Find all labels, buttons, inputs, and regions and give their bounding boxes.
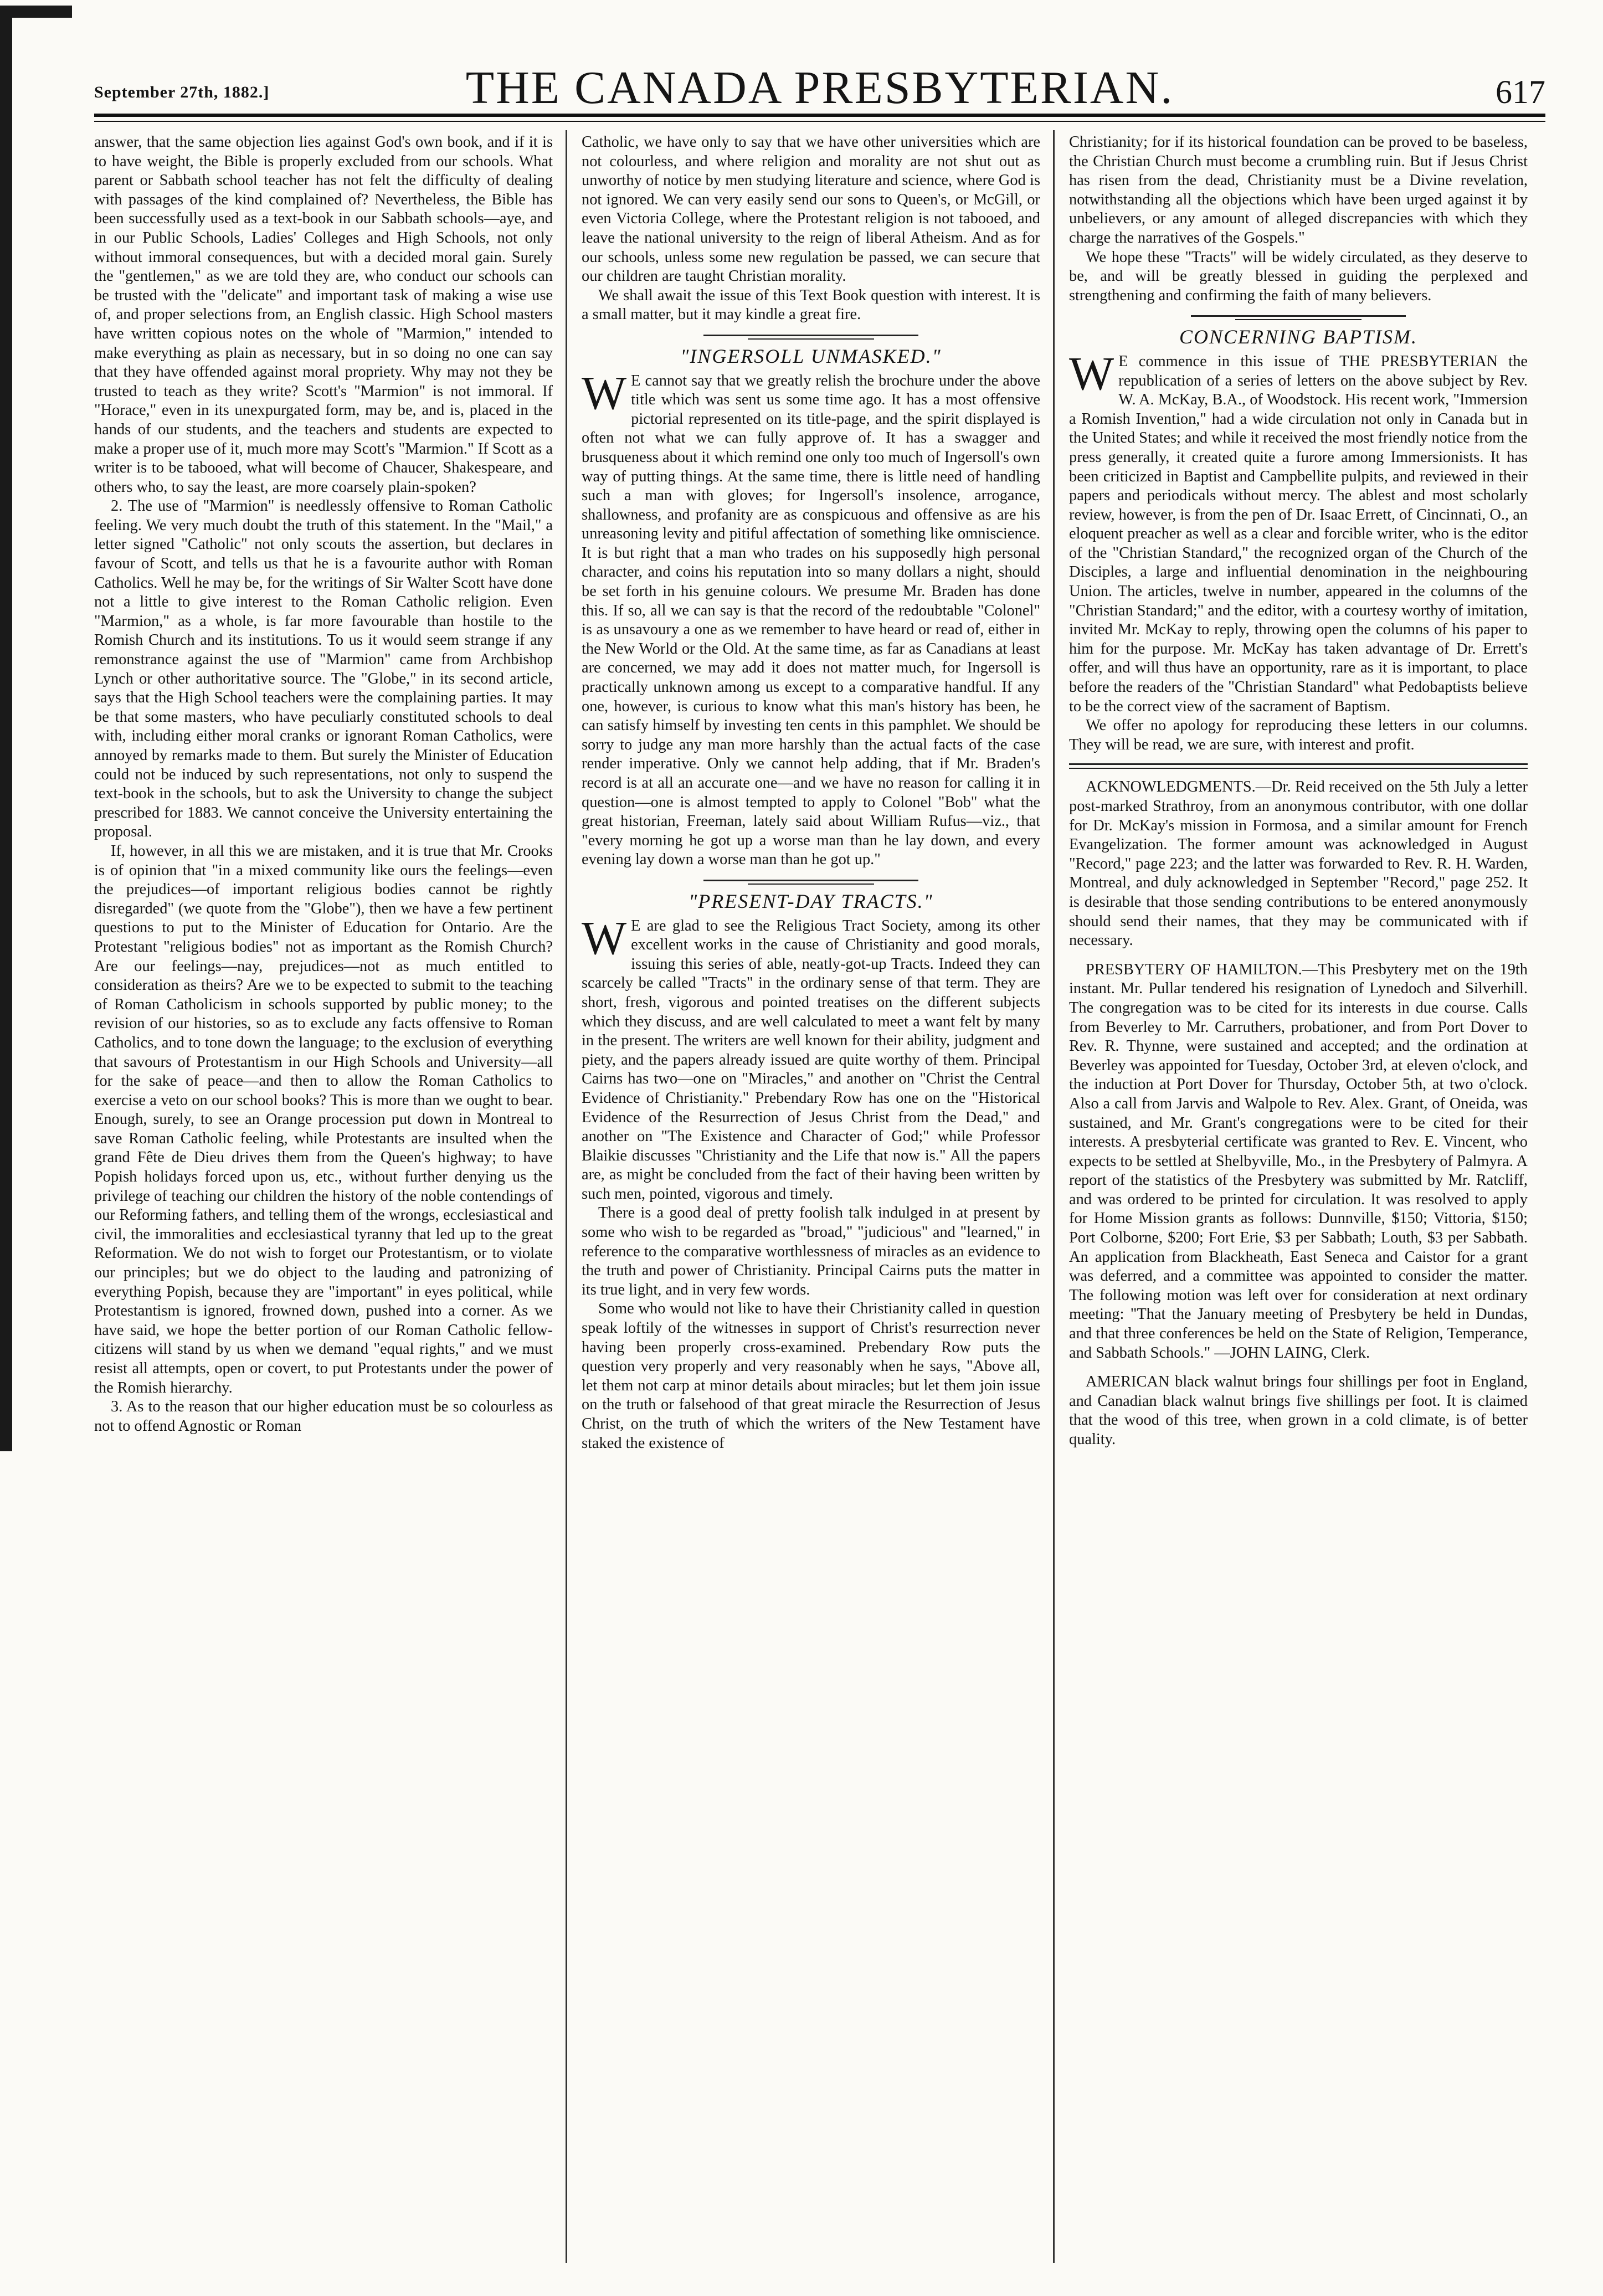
paragraph: 2. The use of "Marmion" is needlessly offensive to Roman Catholic feeling. We very much doubt the truth of this statement. In the "Mail," a letter signed "Catholic" not only scouts the assertion, but declares in favour of Scott, and tells us that he is a favourite author with Roman Catholics. Well he may be, for the writings of Sir Walter Scott have done not a little to give interest to the Roman Catholic religion. Even "Marmion," as a whole, is far more favourable than hostile to the Romish Church and its institutions. To us it would seem strange if any remonstrance against the use of "Marmion" came from Archbishop Lynch or other authoritative source. The "Globe," in its second article, says that the High School teachers were the complaining parties. It may be that some masters, who have peculiarly constituted schools to deal with, including either moral cranks or ignorant Roman Catholics, were annoyed by remarks made to them. But surely the Minister of Education could not be induced by such representations, not only to suspend the text-book in the schools, but to ask the University to change the subject prescribed for 1883. We cannot conceive the University entertaining the proposal. bbox=[94, 497, 553, 841]
paragraph: Christianity; for if its historical foundation can be proved to be baseless, the Christian Church must become a crumbling ruin. But if Jesus Christ has risen from the dead, Christianity must be a Divine revelation, notwithstanding all the objections which have been urged against it by unbelievers, or any amount of alleged discrepancies with which they charge the narratives of the Gospels." bbox=[1069, 133, 1528, 246]
notice-acknowledgments: ACKNOWLEDGMENTS.—Dr. Reid received on the 5th July a letter post-marked Strathroy, from an anonymous contributor, with one dollar for Dr. McKay's mission in Formosa, and a similar amount for French Evangelization. The former amount was acknowledged in August "Record," page 223; and the latter was forwarded to Rev. R. H. Warden, Montreal, and duly acknowledged in September "Record," page 252. It is desirable that those sending contributions to be entered anonymously should send their names, that they may be communicated with if necessary. bbox=[1069, 778, 1528, 949]
section-separator bbox=[582, 877, 1040, 886]
paragraph: If, however, in all this we are mistaken, and it is true that Mr. Crooks is of opinion that "in a mixed community like ours the feelings—even the prejudices—of important religious bodies cannot be rightly disregarded" (we quote from the "Globe"), then we have a few pertinent questions to put to the Minister of Education for Ontario. Are the Protestant "religious bodies" not as important as the Romish Church? Are our feelings—nay, prejudices—not as much entitled to consideration as theirs? Are we to be expected to submit to the teaching of Roman Catholicism in schools supported by public money; to the revision of our histories, so as to exclude any facts offensive to Roman Catholics, and to tone down the language; to the exclusion of everything that savours of Protestantism in our High Schools and University—all for the sake of peace—and then to allow the Roman Catholics to exercise a veto on our school books? This is more than we ought to bear. Enough, surely, to see an Orange procession put down in Montreal to save Roman Catholic feeling, while Protestants are insulted when the grand Fête de Dieu drives them from the Queen's highway; to have Popish holidays forced upon us, etc., without further denying us the privilege of teaching our children the history of the noble contendings of our Reforming fathers, and telling them of the wrongs, ecclesiastical and civil, the immoralities and ecclesiastical tyranny that led up to the great Reformation. We do not wish to forget our Protestantism, or to violate our principles; but we do object to the lauding and patronizing of everything Popish, because they are "important" in eyes political, while Protestantism is ignored, frowned down, pushed into a corner. As we have said, we hope the better portion of our Roman Catholic fellow-citizens will stand by us when we demand "equal rights," and we must resist all attempts, open or covert, to put Protestants under the power of the Romish hierarchy. bbox=[94, 842, 553, 1396]
section-separator bbox=[1069, 313, 1528, 322]
paragraph: answer, that the same objection lies against God's own book, and if it is to have weight, the Bible is properly excluded from our schools. What parent or Sabbath school teacher has not felt the difficulty of dealing with passages of the kind complained of? Nevertheless, the Bible has been successfully used as a text-book in our Sabbath schools—aye, and in our Public Schools, Ladies' Colleges and High Schools, not only without immoral consequences, but with a decided moral gain. Surely the "gentlemen," as we are told they are, who conduct our schools can be trusted with the "delicate" and important task of making a wise use of, and proper selections from, an English classic. High School masters have written copious notes on the whole of "Marmion," intended to make everything as plain as necessary, but in so doing no one can say that they have offended against moral propriety. Why may not they be trusted to teach as they write? Scott's "Marmion" is not immoral. If "Horace," even in its unexpurgated form, may be, and is, placed in the hands of our students, and the teachers and students are expected to make a proper use of it, much more may Scott's "Marmion." If Scott as a writer is to be tabooed, what will become of Chaucer, Shakespeare, and others who, to say the least, are more coarsely plain-spoken? bbox=[94, 133, 553, 496]
drop-cap: W bbox=[582, 911, 627, 964]
paragraph: 3. As to the reason that our higher education must be so colourless as not to offend Agnostic or Roman bbox=[94, 1398, 553, 1435]
article-paragraph: W E are glad to see the Religious Tract Society, among its other excellent works in the cause of Christianity and good morals, issuing this series of able, neatly-got-up Tracts. Indeed they can scarcely be called "Tracts" in the ordinary sense of that term. They are short, fresh, vigorous and pointed treatises on the different subjects which they discuss, and are well calculated to meet a want felt by many in the present. The writers are well known for their ability, judgment and piety, and the papers already issued are quite worthy of them. Principal Cairns has two—one on "Miracles," and another on "Christ the Central Evidence of Christianity." Prebendary Row has one on the "Historical Evidence of the Resurrection of Jesus Christ from the Dead," and another on "The Existence and Character of God;" while Professor Blaikie discusses "Christianity and the Life that now is." All the papers are, as might be concluded from the fact of their having been written by such men, pointed, vigorous and timely. bbox=[582, 911, 1040, 1203]
column-3 bbox=[1069, 133, 1528, 1450]
paragraph: We hope these "Tracts" will be widely circulated, as they deserve to be, and will be greatly blessed in guiding the perplexed and strengthening and confirming the faith of many believers. bbox=[1069, 248, 1528, 304]
paragraph: Some who would not like to have their Christianity called in question speak loftily of the witnesses in support of Christ's resurrection never having been properly cross-examined. Prebendary Row puts the question very properly and very reasonably when he says, "Above all, let them not carp at minor details about miracles; but let them join issue on the truth or falsehood of that great miracle the Resurrection of Jesus Christ, on the truth of which the writers of the New Testament have staked the existence of bbox=[582, 1300, 1040, 1452]
notice-presbytery: PRESBYTERY OF HAMILTON.—This Presbytery met on the 19th instant. Mr. Pullar tendered his resignation of Lynedoch and Silverhill. The congregation was to be cited for its interests in due course. Calls from Beverley to Mr. Carruthers, probationer, and from Port Dover to Rev. R. Thynne, were sustained and accepted; and the ordination at Beverley was appointed for Tuesday, October 3rd, at eleven o'clock, and the induction at Port Dover for Thursday, October 5th, at two o'clock. Also a call from Jarvis and Walpole to Rev. Alex. Grant, of Oneida, was sustained, and Mr. Grant's congregations were to be cited for their interests. A presbyterial certificate was granted to Rev. E. Vincent, who expects to be settled at Shelbyville, Mo., in the Presbytery of Palmyra. A report of the statistics of the Presbytery was submitted by Mr. Ratcliff, and was ordered to be printed for circulation. It was resolved to apply for Home Mission grants as follows: Dunnville, $150; Vittoria, $150; Port Colborne, $200; Fort Erie, $3 per Sabbath; Louth, $3 per Sabbath. An application from Blackheath, East Seneca and Caistor for a grant was deferred, and a committee was appointed to consider the matter. The following motion was left over for consideration at next ordinary meeting: "That the January meeting of Presbytery be held in Dundas, and that three conferences be held on the State of Religion, Temperance, and Sabbath Schools." —JOHN LAING, Clerk. bbox=[1069, 960, 1528, 1362]
column-divider bbox=[566, 130, 567, 2263]
article-heading-ingersoll: "INGERSOLL UNMASKED." bbox=[680, 345, 942, 367]
page-header bbox=[94, 61, 1545, 114]
page-number: 617 bbox=[1496, 74, 1545, 110]
header-rule-thin bbox=[94, 121, 1545, 122]
notice-walnut: AMERICAN black walnut brings four shillings per foot in England, and Canadian black walnut brings five shillings per foot. It is claimed that the wood of this tree, when grown in a cold climate, is of better quality. bbox=[1069, 1373, 1528, 1448]
section-separator bbox=[582, 332, 1040, 341]
issue-date: September 27th, 1882.] bbox=[94, 83, 270, 101]
paragraph: We offer no apology for reproducing these letters in our columns. They will be read, we are sure, with interest and profit. bbox=[1069, 717, 1528, 753]
paragraph: There is a good deal of pretty foolish talk indulged in at present by some who wish to be regarded as "broad," "judicious" and "learned," in reference to the comparative worthlessness of miracles as an evidence to the truth and power of Christianity. Principal Cairns puts the matter in its true light, and in very few words. bbox=[582, 1204, 1040, 1298]
column-divider bbox=[1053, 130, 1055, 2263]
masthead-title: THE CANADA PRESBYTERIAN. bbox=[465, 62, 1174, 114]
article-paragraph: W E commence in this issue of THE PRESBYTERIAN the republication of a series of letters on the above subject by Rev. W. A. McKay, B.A., of Woodstock. His recent work, "Immersion a Romish Invention," had a wide circulation not only in Canada but in the United States; and while it received the most friendly notice from the press generally, it created quite a furore among Immersionists. It has been criticized in Baptist and Campbellite pulpits, and reviewed in their papers and periodicals without mercy. The ablest and most scholarly review, however, is from the pen of Dr. Isaac Errett, of Cincinnati, O., an eloquent preacher as well as a clear and forcible writer, who is the editor of the "Christian Standard," the recognized organ of the Church of the Disciples, a large and influential denomination in the neighbouring Union. The articles, twelve in number, appeared in the columns of the "Christian Standard;" and the editor, with a courtesy worthy of imitation, invited Mr. McKay to reply, throwing open the columns of his paper to him for the purpose. Mr. McKay has taken advantage of Dr. Errett's offer, and will thus have an opportunity, rare as it is important, to place before the readers of the "Christian Standard" what Pedobaptists believe to be the correct view of the sacrament of Baptism. bbox=[1069, 346, 1528, 715]
article-heading-baptism: CONCERNING BAPTISM. bbox=[1179, 326, 1417, 348]
column-2 bbox=[582, 133, 1040, 1453]
drop-cap: W bbox=[1069, 346, 1114, 400]
article-paragraph: W E cannot say that we greatly relish the brochure under the above title which was sent us some time ago. It has a most offensive pictorial represented on its title-page, and the spirit displayed is often not what we can fully approve of. It has a swagger and brusqueness about it which remind one only too much of Ingersoll's own way of putting things. At the same time, there is little need of handling such a man with gloves; for Ingersoll's insolence, arrogance, shallowness, and profanity are as conspicuous and offensive as are his unreasoning levity and pitiful affectation of something like omniscience. It is but right that a man who trades on his supposedly high personal character, and coins his reputation into so many dollars a night, should be set forth in his genuine colours. We presume Mr. Braden has done this. If so, all we can say is that the record of the redoubtable "Colonel" is as unsavoury a one as we remember to have heard or read of, either in the New World or the Old. At the same time, as far as Canadians at least are concerned, we may add it does not matter much, for Ingersoll is practically unknown among us except to a comparative handful. If any one, however, is curious to know what this man's history has been, he can satisfy himself by investing ten cents in this pamphlet. We should be sorry to judge any man more harshly than the actual facts of the case render imperative. Only we cannot help adding, that if Mr. Braden's record is at all an accurate one—and we have no reason for calling it in question—one is almost tempted to apply to Colonel "Bob" what the great historian, Freeman, lately said about William Rufus—viz., that "every morning he got up a worse man than he lay down, and every evening lay down a worse man than he got up." bbox=[582, 366, 1040, 869]
paragraph: We shall await the issue of this Text Book question with interest. It is a small matter, but it may kindle a great fire. bbox=[582, 286, 1040, 323]
double-rule bbox=[1069, 763, 1528, 769]
drop-cap: W bbox=[582, 366, 627, 419]
binding-edge bbox=[0, 0, 22, 2296]
header-rule bbox=[94, 114, 1545, 117]
paragraph: Catholic, we have only to say that we have other universities which are not colourless, and where religion and morality are not shut out as unworthy of notice by men studying literature and science, where God is not ignored. We can very easily send our sons to Queen's, or McGill, or even Victoria College, where the Protestant religion is not tabooed, and leave the national university to the reign of liberal Atheism. And as for our schools, unless some new regulation be passed, we can secure that our children are taught Christian morality. bbox=[582, 133, 1040, 285]
article-heading-tracts: "PRESENT-DAY TRACTS." bbox=[689, 890, 933, 912]
column-1 bbox=[94, 133, 553, 1436]
